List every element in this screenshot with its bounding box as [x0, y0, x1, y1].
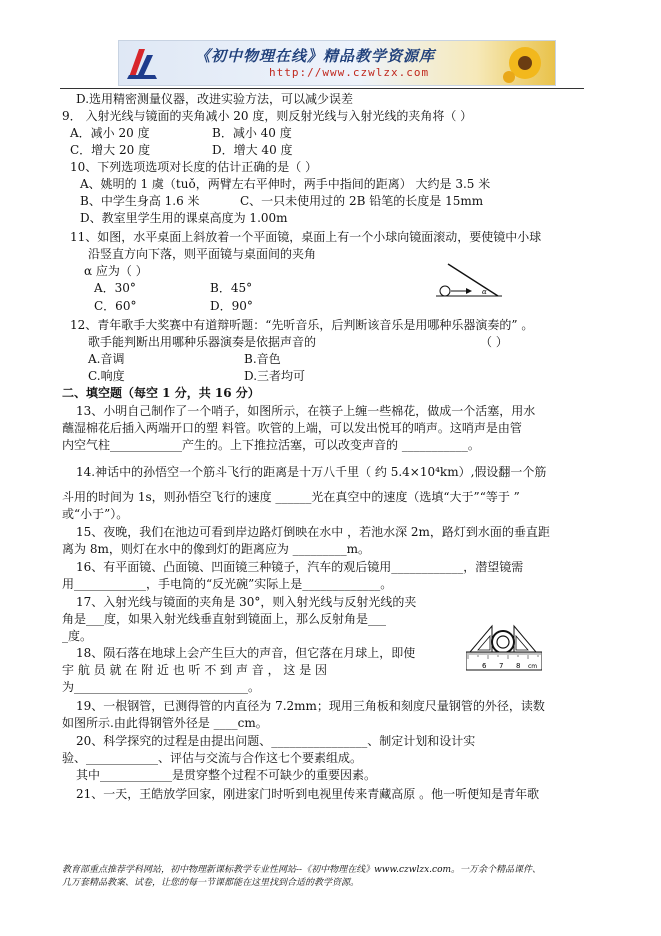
- section-title-fill-blank: 二、填空题（每空 1 分，共 16 分）: [62, 386, 260, 400]
- header-title: 《初中物理在线》精品教学资源库: [195, 47, 436, 65]
- q10-option-b: B、中学生身高 1.6 米: [80, 194, 200, 208]
- q8-option-d: D.选用精密测量仪器，改进实验方法，可以减少误差: [76, 92, 354, 106]
- q20-blank: 其中____________是贯穿整个过程不可缺少的重要因素。: [76, 768, 377, 782]
- left-triangle-inner: [478, 636, 490, 650]
- q12-option-b: B.音色: [244, 352, 281, 366]
- q14-stem-cont: 斗用的时间为 1s，则孙悟空飞行的速度 ______光在真空中的速度（选填“大于”“等于 ”: [62, 490, 520, 504]
- ruler-label-6: 6: [482, 662, 487, 670]
- mirror-ball-figure: [436, 260, 502, 300]
- right-triangle-inner: [516, 636, 528, 650]
- q10-option-c: C、一只未使用过的 2B 铅笔的长度是 15mm: [240, 194, 484, 208]
- q11-option-b: B．45°: [210, 281, 253, 295]
- q11-option-c: C．60°: [94, 299, 137, 313]
- q18-stem: 18、陨石落在地球上会产生巨大的声音，但它落在月球上，即使: [76, 646, 416, 660]
- q11-stem-cont: 沿竖直方向下落，则平面镜与桌面间的夹角: [88, 247, 317, 261]
- q19-stem: 19、一根钢管，已测得管的内直径为 7.2mm；现用三角板和刻度尺量钢管的外径，读数: [76, 699, 545, 713]
- right-triangle-icon: [514, 626, 536, 652]
- ruler-triangle-figure: [466, 622, 542, 672]
- left-triangle-icon: [470, 626, 492, 652]
- q13-stem: 13、小明自己制作了一个哨子，如图所示，在筷子上缠一些棉花，做成一个活塞，用水: [76, 404, 536, 418]
- q17-stem: 17、入射光线与镜面的夹角是 30°，则入射光线与反射光线的夹: [76, 595, 417, 609]
- angle-label: α: [482, 288, 487, 296]
- header-rule: [60, 88, 584, 89]
- pipe-outer-icon: [492, 631, 514, 653]
- q16-blanks: 用____________，手电筒的“反光碗”实际上是_____________。: [62, 577, 393, 591]
- q9-option-c: C．增大 20 度: [70, 143, 151, 157]
- arrow-head-icon: [466, 288, 472, 294]
- footer-line-1: 教育部重点推荐学科网站，初中物理新课标教学专业性网站--《初中物理在线》www.czwlzx.com。一万余个精品课件、: [62, 865, 542, 875]
- q15-stem: 15、夜晚，我们在池边可看到岸边路灯倒映在水中 ，若池水深 2m，路灯到水面的垂直距: [76, 525, 550, 539]
- ball-icon: [440, 286, 450, 296]
- q17-stem-cont: 角是___度，如果入射光线垂直射到镜面上，那么反射角是___: [62, 612, 387, 626]
- pipe-inner-icon: [497, 636, 509, 648]
- q9-option-a: A．减小 20 度: [70, 126, 150, 140]
- site-logo-icon: [125, 45, 159, 81]
- header-banner: [118, 40, 556, 86]
- sunflower-icon: [501, 43, 549, 83]
- q20-stem: 20、科学探究的过程是由提出问题、________________、制定计划和设计实: [76, 734, 476, 748]
- q10-option-a: A、姚明的 1 虞（tuǒ，两臂左右平伸时，两手中指间的距离） 大约是 3.5 米: [80, 177, 491, 191]
- q18-stem-cont: 宇 航 员 就 在 附 近 也 听 不 到 声 音 ， 这 是 因: [62, 663, 328, 677]
- q16-stem: 16、有平面镜、凸面镜、凹面镜三种镜子，汽车的观后镜用____________，潜望镜需: [76, 560, 524, 574]
- q9-stem: 9． 入射光线与镜面的夹角减小 20 度，则反射光线与入射光线的夹角将（ ）: [62, 109, 473, 123]
- q21-stem: 21、一天，王皓放学回家，刚进家门时听到电视里传来青藏高原 。他一听便知是青年歌: [76, 787, 540, 801]
- ruler-label-7: 7: [499, 662, 504, 670]
- q17-end: _度。: [62, 629, 93, 643]
- q9-option-d: D．增大 40 度: [212, 143, 293, 157]
- q13-blanks: 内空气柱____________产生的。上下推拉活塞，可以改变声音的 ___________。: [62, 438, 480, 452]
- q11-answer-blank: α 应为（ ）: [84, 264, 148, 278]
- q15-blank: 离为 8m，则灯在水中的像到灯的距离应为 _________m。: [62, 542, 371, 556]
- q12-option-a: A.音调: [88, 352, 125, 366]
- q12-option-d: D.三者均可: [244, 369, 306, 383]
- q19-blank: 如图所示.由此得钢管外径是 ____cm。: [62, 716, 268, 730]
- q12-stem: 12、青年歌手大奖赛中有道辩听题：“先听音乐，后判断该音乐是用哪种乐器演奏的” 。: [70, 318, 534, 332]
- q11-stem: 11、如图，水平桌面上斜放着一个平面镜，桌面上有一个小球向镜面滚动，要使镜中小球: [70, 230, 542, 244]
- q14-stem: 14.神话中的孙悟空一个筋斗飞行的距离是十万八千里（ 约 5.4×10⁴km）,假设翻一个筋: [76, 465, 547, 479]
- q11-option-a: A．30°: [94, 281, 136, 295]
- q9-option-b: B．减小 40 度: [212, 126, 292, 140]
- q10-stem: 10、下列选项选项对长度的估计正确的是（ ）: [70, 160, 318, 174]
- footer-line-2: 几万套精品教案、试卷，让您的每一节课都能在这里找到合适的教学资源。: [62, 878, 360, 888]
- q12-option-c: C.响度: [88, 369, 125, 383]
- ruler-label-cm: cm: [528, 663, 538, 670]
- ruler-label-8: 8: [516, 662, 521, 670]
- q18-blank: 为_____________________________。: [62, 680, 261, 694]
- q14-choice: 或“小于”）。: [62, 507, 129, 521]
- q20-stem-cont: 验、____________、评估与交流与合作这七个要素组成。: [62, 751, 363, 765]
- q12-stem-cont: 歌手能判断出用哪种乐器演奏是依据声音的: [88, 335, 317, 349]
- q12-answer-blank: （ ）: [480, 335, 508, 349]
- q10-option-d: D、教室里学生用的课桌高度为 1.00m: [80, 211, 288, 225]
- q11-option-d: D．90°: [210, 299, 253, 313]
- header-url[interactable]: http://www.czwlzx.com: [269, 66, 430, 79]
- q13-stem-cont: 蘸湿棉花后插入两端开口的塑 料管。吹管的上端，可以发出悦耳的哨声。这哨声是由管: [62, 421, 522, 435]
